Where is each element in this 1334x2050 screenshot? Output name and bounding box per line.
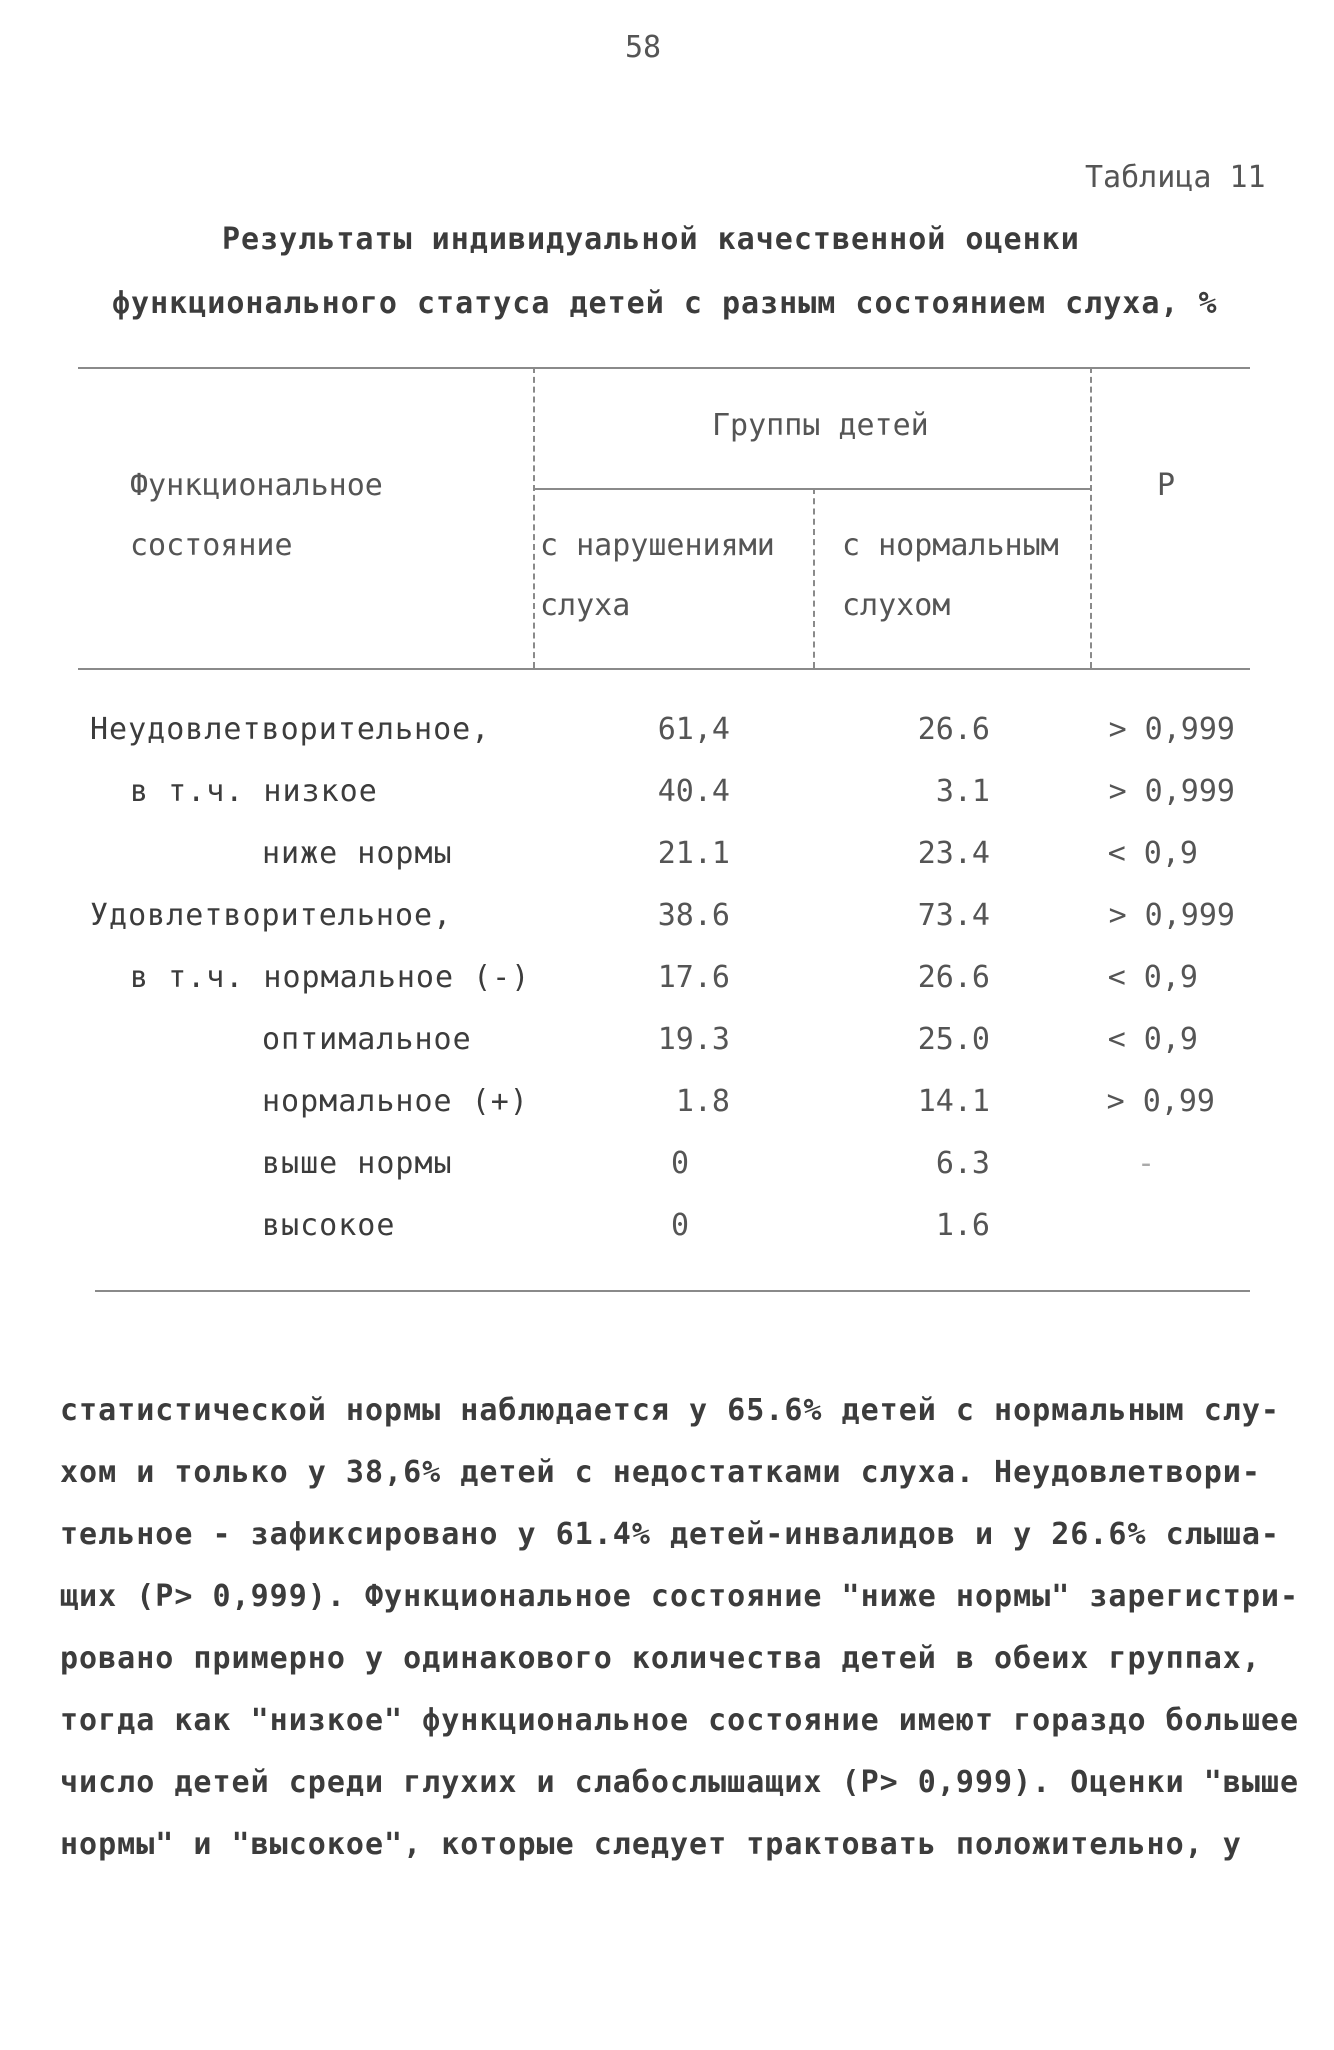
paragraph-line: статистической нормы наблюдается у 65.6% детей с нормальным слу- bbox=[60, 1393, 1280, 1428]
impaired-value: 0 bbox=[670, 1208, 689, 1243]
header-function-line-2: состояние bbox=[130, 528, 293, 563]
paragraph-line: нормы" и "высокое", которые следует трактовать положительно, у bbox=[60, 1827, 1242, 1862]
p-value: > 0,999 bbox=[1108, 774, 1235, 809]
normal-value: 23.4 bbox=[917, 836, 990, 871]
row-label: выше нормы bbox=[262, 1146, 453, 1181]
column-divider-3 bbox=[1090, 367, 1092, 668]
normal-value: 14.1 bbox=[917, 1084, 990, 1119]
row-label: Удовлетворительное, bbox=[90, 898, 453, 933]
row-label: Неудовлетворительное, bbox=[90, 712, 491, 747]
paragraph-line: ровано примерно у одинакового количества детей в обеих группах, bbox=[60, 1641, 1261, 1676]
page-number: 58 bbox=[625, 30, 662, 65]
paragraph-line: тельное - зафиксировано у 61.4% детей-инвалидов и у 26.6% слыша- bbox=[60, 1517, 1280, 1552]
normal-value: 25.0 bbox=[917, 1022, 990, 1057]
header-bottom-rule bbox=[78, 668, 1250, 670]
table-top-rule bbox=[78, 367, 1250, 369]
column-divider-1 bbox=[533, 367, 535, 668]
header-function-line-1: Функциональное bbox=[130, 468, 383, 503]
row-label: в т.ч. нормальное (-) bbox=[130, 960, 531, 995]
header-impaired-line-2: слуха bbox=[540, 588, 631, 623]
row-label: высокое bbox=[262, 1208, 396, 1243]
column-divider-2 bbox=[813, 488, 815, 668]
row-label: в т.ч. низкое bbox=[130, 774, 378, 809]
impaired-value: 38.6 bbox=[657, 898, 730, 933]
normal-value: 3.1 bbox=[935, 774, 990, 809]
row-label: нормальное (+) bbox=[262, 1084, 529, 1119]
impaired-value: 0 bbox=[670, 1146, 689, 1181]
impaired-value: 19.3 bbox=[657, 1022, 730, 1057]
p-value: - bbox=[1136, 1146, 1155, 1181]
p-value: > 0,999 bbox=[1108, 712, 1235, 747]
group-header-rule bbox=[534, 488, 1090, 490]
normal-value: 1.6 bbox=[935, 1208, 990, 1243]
impaired-value: 40.4 bbox=[657, 774, 730, 809]
normal-value: 6.3 bbox=[935, 1146, 990, 1181]
header-p: P bbox=[1157, 468, 1176, 503]
paragraph-line: хом и только у 38,6% детей с недостатками слуха. Неудовлетвори- bbox=[60, 1455, 1261, 1490]
impaired-value: 1.8 bbox=[675, 1084, 730, 1119]
normal-value: 26.6 bbox=[917, 712, 990, 747]
paragraph-line: щих (P> 0,999). Функциональное состояние "ниже нормы" зарегистри- bbox=[60, 1579, 1299, 1614]
p-value: < 0,9 bbox=[1107, 836, 1198, 871]
header-impaired-line-1: с нарушениями bbox=[540, 528, 775, 563]
impaired-value: 61,4 bbox=[657, 712, 730, 747]
header-children-groups: Группы детей bbox=[712, 408, 929, 443]
p-value: > 0,999 bbox=[1108, 898, 1235, 933]
p-value: < 0,9 bbox=[1107, 960, 1198, 995]
table-label: Таблица 11 bbox=[1085, 160, 1266, 195]
paragraph-line: число детей среди глухих и слабослышащих (P> 0,999). Оценки "выше bbox=[60, 1765, 1299, 1800]
paragraph-line: тогда как "низкое" функциональное состояние имеют гораздо большее bbox=[60, 1703, 1299, 1738]
header-normal-line-2: слухом bbox=[842, 588, 951, 623]
normal-value: 26.6 bbox=[917, 960, 990, 995]
normal-value: 73.4 bbox=[917, 898, 990, 933]
header-normal-line-1: с нормальным bbox=[842, 528, 1059, 563]
row-label: ниже нормы bbox=[262, 836, 453, 871]
impaired-value: 21.1 bbox=[657, 836, 730, 871]
table-title-line-1: Результаты индивидуальной качественной оценки bbox=[222, 222, 1080, 257]
row-label: оптимальное bbox=[262, 1022, 472, 1057]
impaired-value: 17.6 bbox=[657, 960, 730, 995]
p-value: < 0,9 bbox=[1107, 1022, 1198, 1057]
table-title-line-2: функционального статуса детей с разным состоянием слуха, % bbox=[112, 286, 1218, 321]
p-value: > 0,99 bbox=[1106, 1084, 1215, 1119]
table-bottom-rule bbox=[95, 1290, 1250, 1292]
